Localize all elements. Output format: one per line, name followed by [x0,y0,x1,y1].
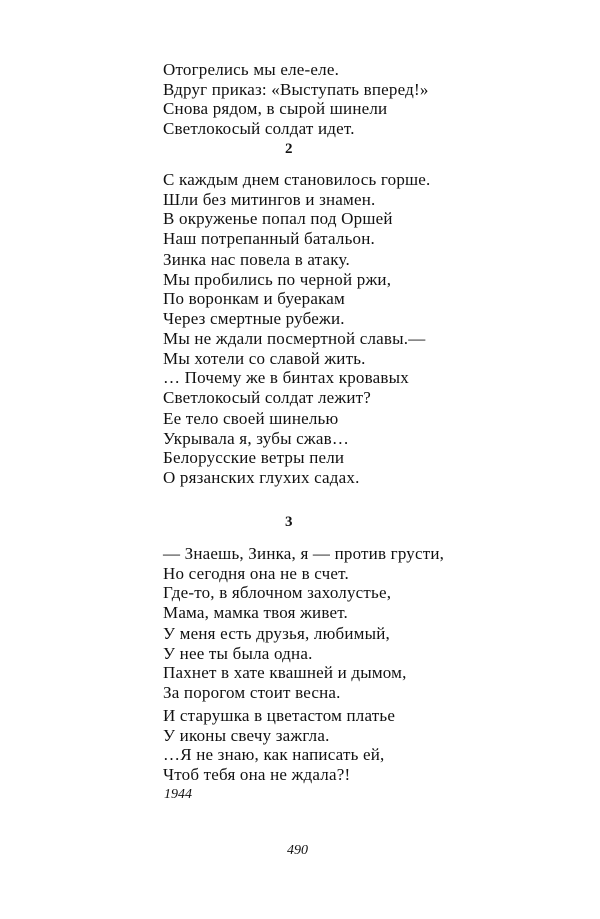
poem-line: В окруженье попал под Оршей [163,209,393,228]
poem-date: 1944 [164,787,192,802]
section-number-2: 2 [285,141,293,157]
poem-line: Светлокосый солдат идет. [163,118,355,138]
poem-line: Белорусские ветры пели [163,448,345,467]
stanza-part3-1 [163,544,444,622]
poem-line: О рязанских глухих садах. [163,467,360,487]
poem-line: Мы хотели со славой жить. [163,348,366,368]
poem-line: Чтоб тебя она не ждала?! [163,764,351,784]
poem-line: У меня есть друзья, любимый, [163,624,390,643]
poem-line: … Почему же в бинтах кровавых [163,368,409,387]
poem-line: Через смертные рубежи. [163,308,345,328]
poem-line: Отогрелись мы еле-еле. [163,60,340,79]
poem-line: За порогом стоит весна. [163,682,341,702]
poem-line: По воронкам и буеракам [163,289,346,308]
poem-line: Вдруг приказ: «Выступать вперед!» [163,79,429,99]
poem-line: Снова рядом, в сырой шинели [163,99,388,118]
poem-line: У иконы свечу зажгла. [163,725,330,745]
poem-line: Укрывала я, зубы сжав… [163,428,350,448]
poem-line: Но сегодня она не в счет. [163,563,349,583]
poem-line: Мама, мамка твоя живет. [163,602,348,622]
poem-line: Зинка нас повела в атаку. [163,250,350,269]
stanza-part2-4 [163,409,360,487]
poem-line: Мы пробились по черной ржи, [163,269,392,289]
poem-line: И старушка в цветастом платье [163,706,396,725]
poem-line: — Знаешь, Зинка, я — против грусти, [163,544,445,563]
poem-line: Где-то, в яблочном захолустье, [163,583,392,602]
poem-line: …Я не знаю, как написать ей, [163,745,385,764]
poem-line: Мы не ждали посмертной славы.— [163,329,426,348]
section-number-3: 3 [285,514,293,530]
poem-line: Наш потрепанный батальон. [163,228,375,248]
stanza-part2-2 [163,250,391,328]
poem-line: Ее тело своей шинелью [163,409,339,428]
poem-line: С каждым днем становилось горше. [163,170,431,189]
poem-line: У нее ты была одна. [163,643,313,663]
poem-line: Светлокосый солдат лежит? [163,387,372,407]
page-number: 490 [287,843,308,858]
stanza-part3-2 [163,624,407,702]
poem-line: Шли без митингов и знамен. [163,189,376,209]
stanza-part1-1 [163,60,429,138]
stanza-part3-3 [163,706,395,784]
poem-line: Пахнет в хате квашней и дымом, [163,663,407,682]
stanza-part2-3 [163,329,425,407]
stanza-part2-1 [163,170,431,248]
